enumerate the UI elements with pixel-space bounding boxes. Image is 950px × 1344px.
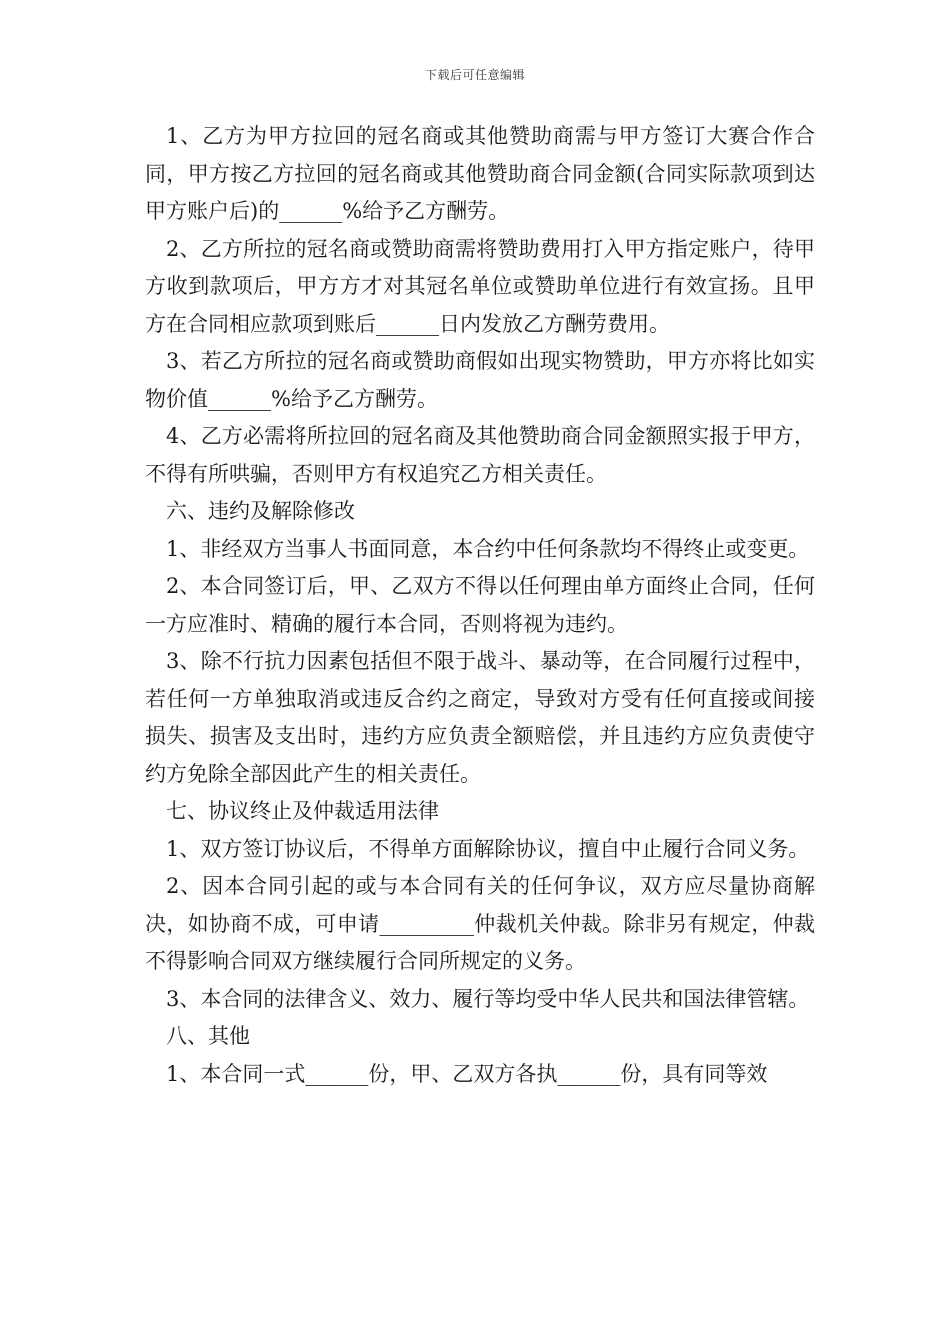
document-body <box>145 118 815 1093</box>
paragraph: 2、乙方所拉的冠名商或赞助商需将赞助费用打入甲方指定账户，待甲方收到款项后，甲方方才对其冠名单位或赞助单位进行有效宣扬。且甲方在合同相应款项到账后______日内发放乙方酬劳费用。 <box>145 236 815 336</box>
paragraph: 1、本合同一式______份，甲、乙双方各执______份，具有同等效 <box>166 1061 768 1086</box>
paragraph: 1、乙方为甲方拉回的冠名商或其他赞助商需与甲方签订大赛合作合同，甲方按乙方拉回的冠名商或其他赞助商合同金额(合同实际款项到达甲方账户后)的______%给予乙方酬劳。 <box>145 124 815 223</box>
section-heading: 八、其他 <box>166 1024 250 1048</box>
paragraph: 3、若乙方所拉的冠名商或赞助商假如出现实物赞助，甲方亦将比如实物价值______%给予乙方酬劳。 <box>145 349 815 411</box>
paragraph: 2、因本合同引起的或与本合同有关的任何争议，双方应尽量协商解决，如协商不成，可申请_________仲裁机关仲裁。除非另有规定，仲裁不得影响合同双方继续履行合同所规定的义务。 <box>145 874 815 973</box>
paragraph: 4、乙方必需将所拉回的冠名商及其他赞助商合同金额照实报于甲方，不得有所哄骗，否则甲方有权追究乙方相关责任。 <box>145 424 815 486</box>
paragraph: 1、非经双方当事人书面同意，本合约中任何条款均不得终止或变更。 <box>166 536 810 561</box>
paragraph: 3、本合同的法律含义、效力、履行等均受中华人民共和国法律管辖。 <box>166 986 810 1011</box>
paragraph: 3、除不行抗力因素包括但不限于战斗、暴动等，在合同履行过程中，若任何一方单独取消或违反合约之商定，导致对方受有任何直接或间接损失、损害及支出时，违约方应负责全额赔偿，并且违约方应负责使守约方免除全部因此产生的相关责任。 <box>145 649 815 786</box>
page-header: 下载后可任意编辑 <box>424 68 525 82</box>
paragraph: 2、本合同签订后，甲、乙双方不得以任何理由单方面终止合同，任何一方应准时、精确的履行本合同，否则将视为违约。 <box>145 574 815 636</box>
paragraph: 1、双方签订协议后，不得单方面解除协议，擅自中止履行合同义务。 <box>166 836 810 861</box>
section-heading: 六、违约及解除修改 <box>166 499 355 523</box>
section-heading: 七、协议终止及仲裁适用法律 <box>166 799 439 823</box>
